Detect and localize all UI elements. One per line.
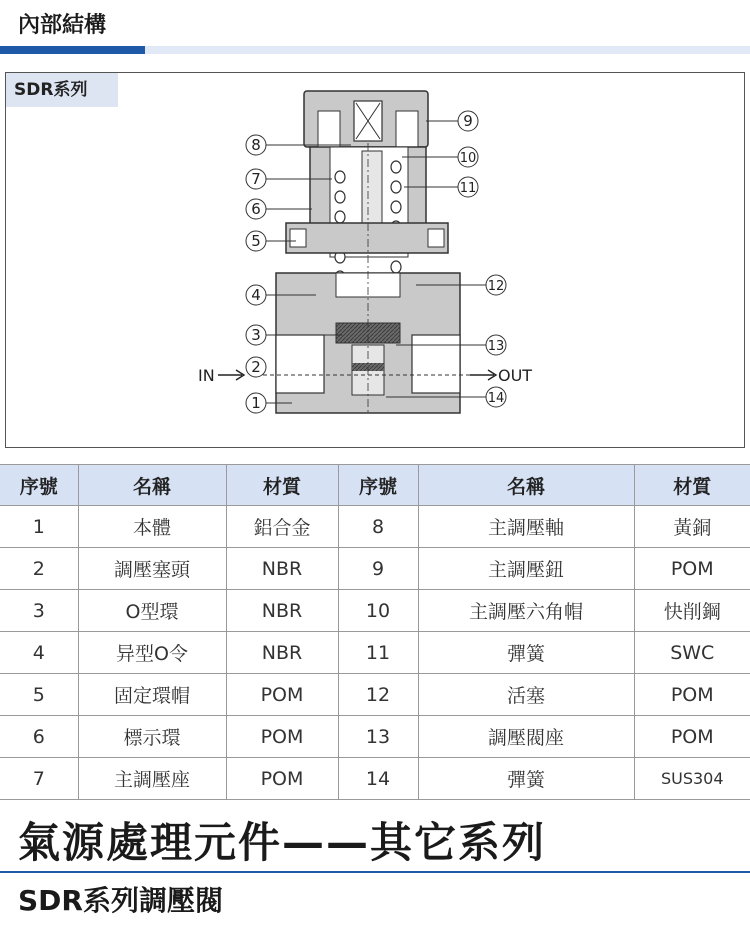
cell: 13: [338, 716, 418, 758]
cell: SWC: [634, 632, 750, 674]
cell: 黃銅: [634, 506, 750, 548]
cell: 7: [0, 758, 78, 800]
svg-text:5: 5: [251, 232, 261, 250]
cell: 主調壓鈕: [418, 548, 634, 590]
lock-ring: [286, 223, 448, 253]
cell: NBR: [226, 590, 338, 632]
table-row: [0, 758, 750, 800]
cell: 彈簧: [418, 632, 634, 674]
svg-text:11: 11: [459, 181, 477, 196]
cell: 固定環帽: [78, 674, 226, 716]
cell: SUS304: [634, 758, 750, 800]
svg-text:2: 2: [251, 358, 261, 376]
table-row: [0, 548, 750, 590]
svg-text:9: 9: [463, 112, 473, 130]
table-header-row: [0, 465, 750, 506]
cell: POM: [226, 674, 338, 716]
product-title: SDR系列調壓閥: [18, 884, 223, 917]
cell: 主調壓軸: [418, 506, 634, 548]
cell: POM: [634, 674, 750, 716]
table-row: [0, 674, 750, 716]
category-title: 氣源處理元件——其它系列: [18, 818, 547, 867]
cell: 1: [0, 506, 78, 548]
cell: 异型O令: [78, 632, 226, 674]
adjust-stem: [362, 151, 382, 231]
cell: 5: [0, 674, 78, 716]
col-header: 名稱: [78, 465, 226, 506]
svg-text:4: 4: [251, 286, 261, 304]
in-label: IN: [198, 366, 215, 385]
svg-text:1: 1: [251, 394, 261, 412]
cell: 調壓閥座: [418, 716, 634, 758]
cell: 3: [0, 590, 78, 632]
col-header: 序號: [338, 465, 418, 506]
col-header: 材質: [226, 465, 338, 506]
cell: 鋁合金: [226, 506, 338, 548]
svg-text:8: 8: [251, 136, 261, 154]
col-header: 序號: [0, 465, 78, 506]
out-label: OUT: [498, 366, 533, 385]
cell: 9: [338, 548, 418, 590]
svg-text:10: 10: [459, 151, 477, 166]
series-label: SDR系列: [6, 73, 118, 107]
table-row: [0, 632, 750, 674]
header-accent: [0, 46, 145, 54]
cell: 14: [338, 758, 418, 800]
cell: 主調壓六角帽: [418, 590, 634, 632]
cross-section-diagram: [6, 73, 744, 447]
cell: 彈簧: [418, 758, 634, 800]
table-row: [0, 506, 750, 548]
cell: 活塞: [418, 674, 634, 716]
cell: 4: [0, 632, 78, 674]
cell: NBR: [226, 548, 338, 590]
in-port: [276, 335, 324, 393]
cell: 標示環: [78, 716, 226, 758]
section-title: 內部結構: [18, 13, 107, 38]
in-arrow: [218, 370, 244, 380]
cell: 本體: [78, 506, 226, 548]
cell: 6: [0, 716, 78, 758]
cell: POM: [226, 716, 338, 758]
cell: O型環: [78, 590, 226, 632]
svg-text:13: 13: [487, 339, 505, 354]
cell: 2: [0, 548, 78, 590]
svg-text:6: 6: [251, 200, 261, 218]
valve-body: [256, 91, 476, 413]
cell: 12: [338, 674, 418, 716]
header-divider: [0, 46, 750, 54]
footer-divider: [0, 871, 750, 873]
table-row: [0, 716, 750, 758]
cell: NBR: [226, 632, 338, 674]
table-row: [0, 590, 750, 632]
out-port: [412, 335, 460, 393]
cell: 調壓塞頭: [78, 548, 226, 590]
svg-text:12: 12: [487, 279, 505, 294]
svg-text:7: 7: [251, 170, 261, 188]
svg-text:3: 3: [251, 326, 261, 344]
svg-text:14: 14: [487, 391, 505, 406]
diagram-frame: [5, 72, 745, 448]
cell: POM: [634, 548, 750, 590]
cell: 快削鋼: [634, 590, 750, 632]
parts-table: [0, 464, 750, 800]
cell: 8: [338, 506, 418, 548]
cell: POM: [634, 716, 750, 758]
out-arrow: [470, 370, 496, 380]
cell: 主調壓座: [78, 758, 226, 800]
cell: POM: [226, 758, 338, 800]
cell: 10: [338, 590, 418, 632]
cell: 11: [338, 632, 418, 674]
col-header: 名稱: [418, 465, 634, 506]
col-header: 材質: [634, 465, 750, 506]
